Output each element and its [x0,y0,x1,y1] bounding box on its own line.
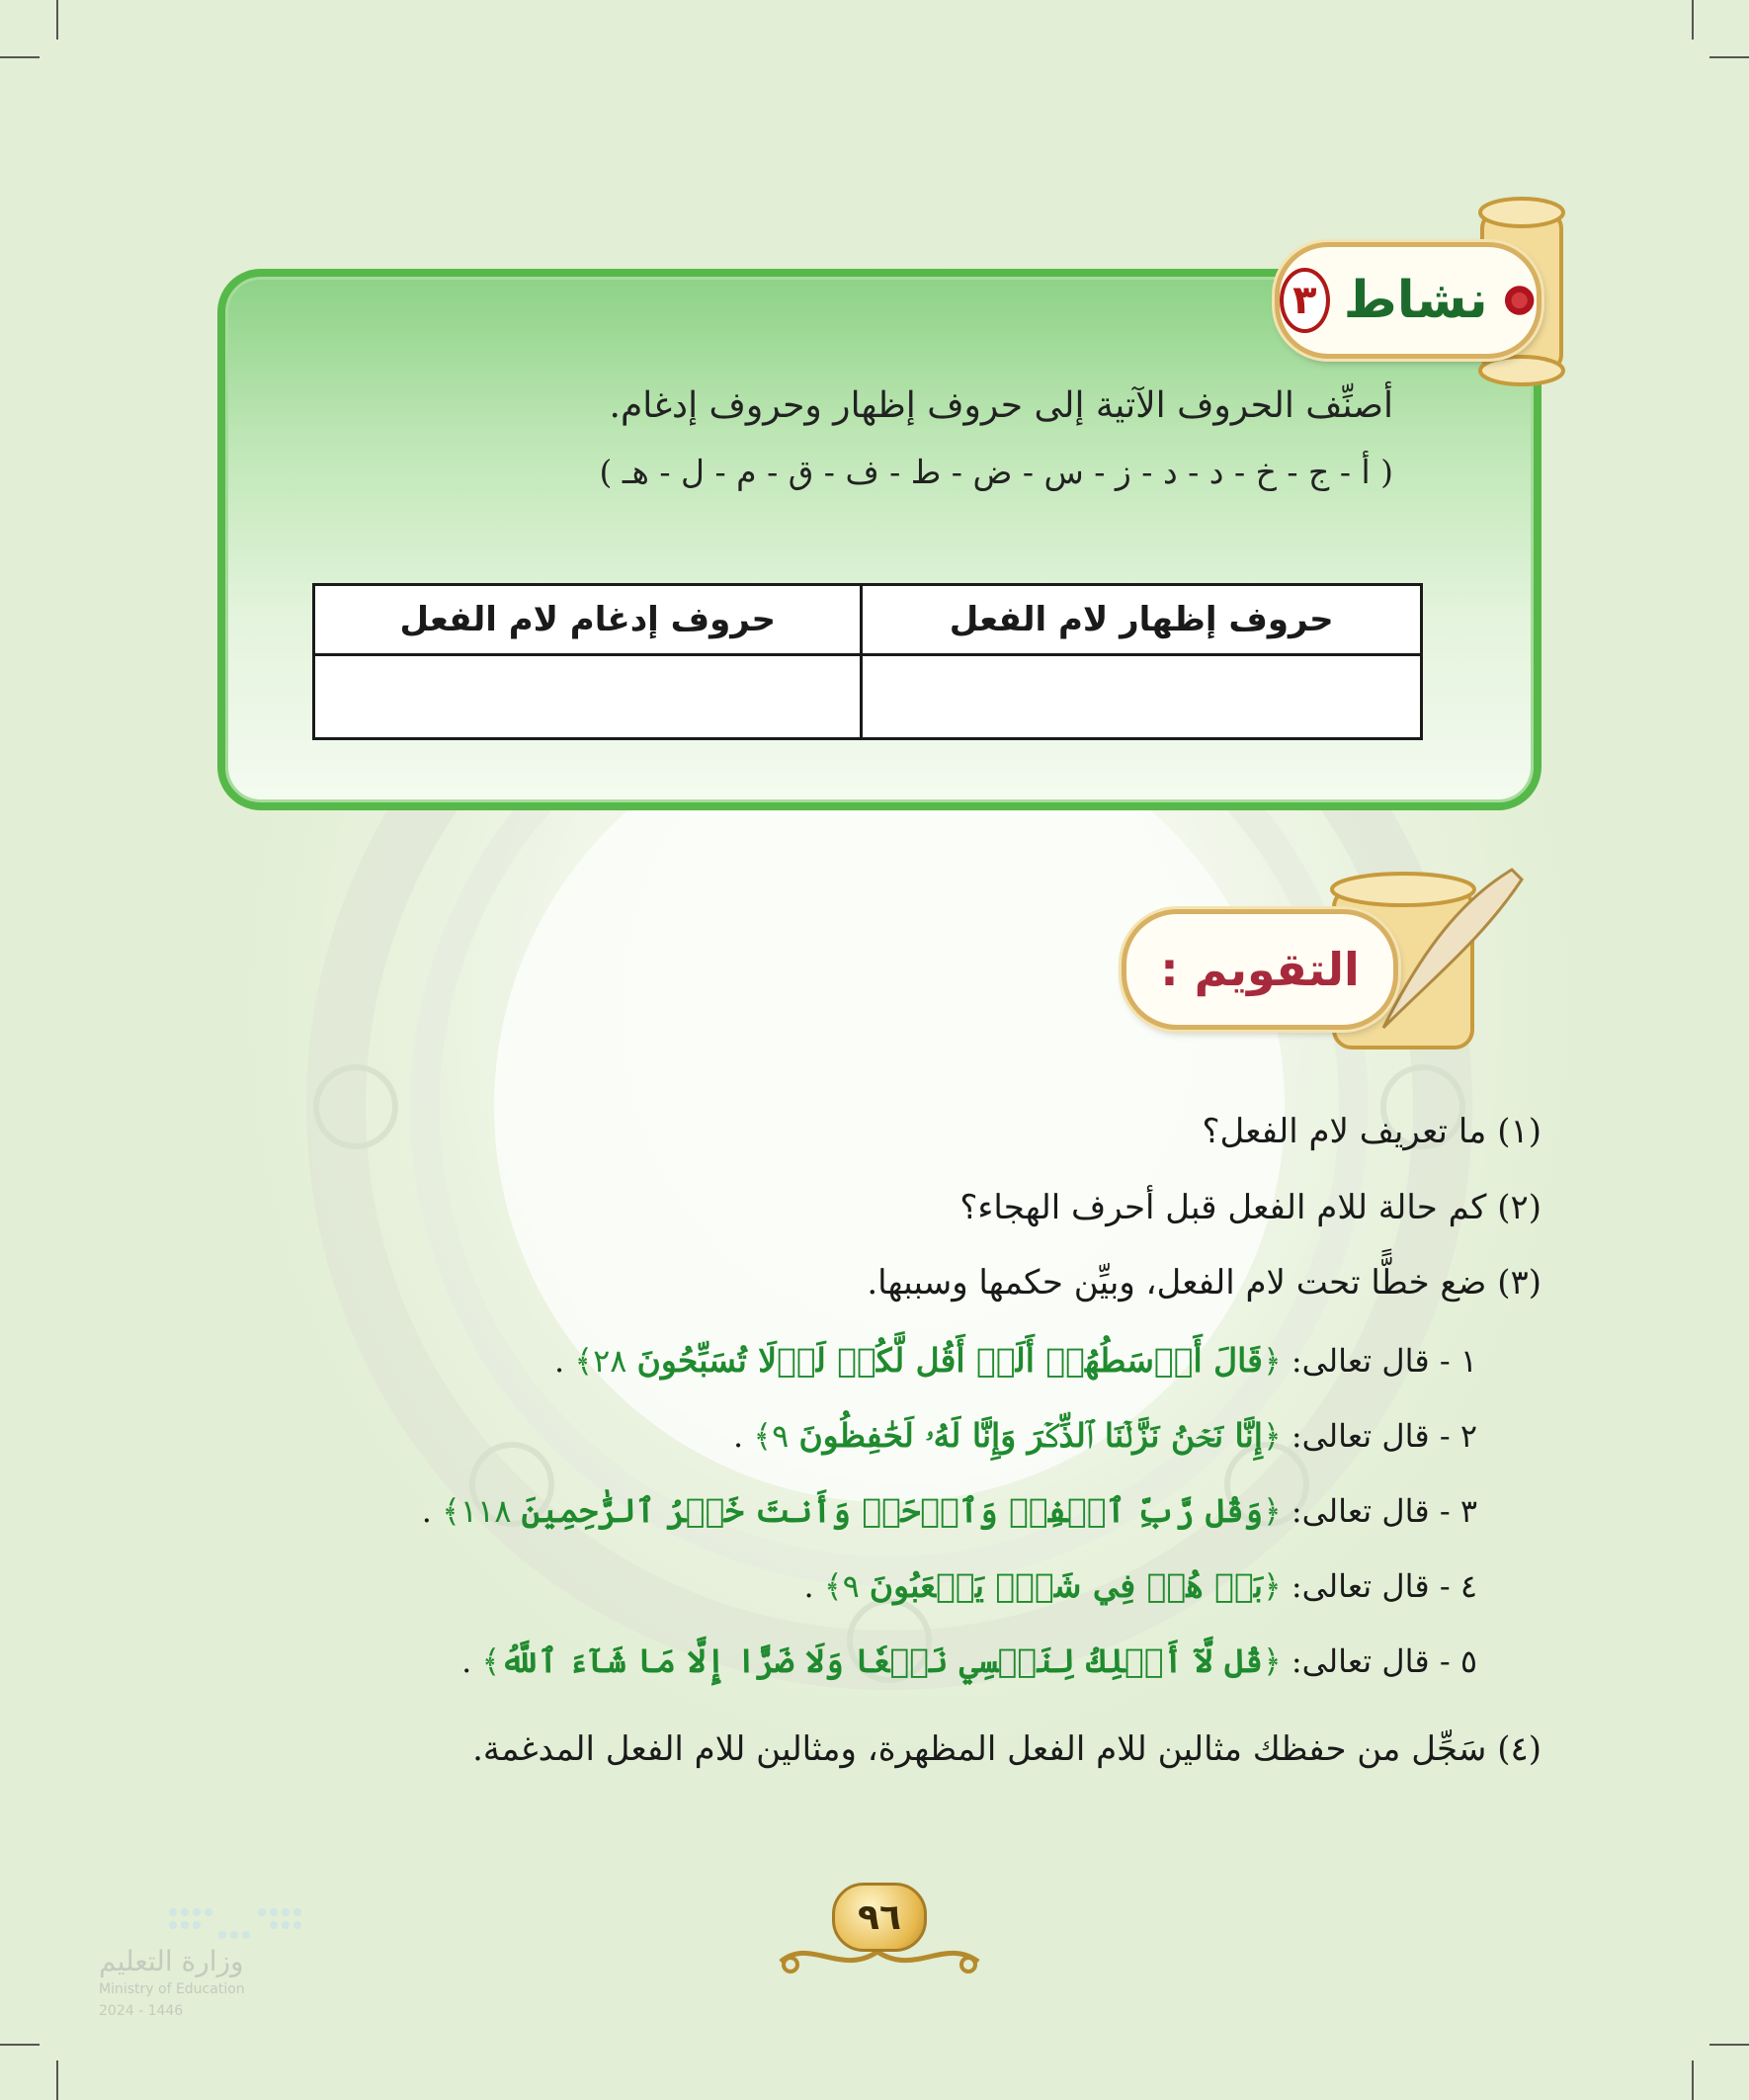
verse-item [554,1341,1477,1380]
crop-mark [56,2060,58,2100]
question-1: (١) ما تعريف لام الفعل؟ [1202,1112,1541,1151]
crop-mark [1709,2044,1749,2046]
ayah-number: ٢٨ [593,1342,627,1380]
verse-open-bracket: ﴿ [1262,1342,1282,1380]
verse-label: ٢ - قال تعالى: [1291,1417,1477,1455]
activity-badge [1275,242,1541,359]
ministry-name-en: Ministry of Education [99,1981,245,1997]
verse-end: . [553,1342,565,1380]
question-4: (٤) سَجِّل من حفظك مثالين للام الفعل المظهرة، ومثالين للام الفعل المدغمة. [472,1729,1541,1769]
evaluation-title: التقويم : [1160,943,1360,996]
page-number: ٩٦ [832,1883,927,1952]
verse-close-bracket: ﴾ [442,1492,460,1530]
verse-close-bracket: ﴾ [574,1342,594,1380]
ayah-number: ١١٨ [459,1492,512,1530]
verse-end: . [461,1642,472,1680]
verse-open-bracket: ﴿ [1262,1492,1282,1530]
verse-close-bracket: ﴾ [753,1417,773,1455]
verse-end: . [732,1417,744,1455]
verse-label: ٥ - قال تعالى: [1291,1642,1477,1680]
ayah-number: ٩ [772,1417,790,1455]
activity-instruction: أصنِّف الحروف الآتية إلى حروف إظهار وحروف إدغام. [609,385,1393,426]
verse-item [733,1416,1477,1456]
question-3: (٣) ضع خطًّا تحت لام الفعل، وبيِّن حكمها وسببها. [867,1263,1541,1302]
verse-item [461,1641,1477,1680]
table-header: حروف إدغام لام الفعل [314,585,862,655]
verse-label: ٣ - قال تعالى: [1291,1492,1477,1530]
crop-mark [1709,56,1749,58]
verse-text: وَقُل رَّبِّ ٱغۡفِرۡ وَٱرۡحَمۡ وَأَنتَ خَيۡرُ ٱلرَّٰحِمِينَ [521,1491,1263,1530]
evaluation-badge [1122,909,1398,1030]
crop-mark [1692,2060,1694,2100]
verse-end: . [421,1492,432,1530]
ministry-name-ar: وزارة التعليم [99,1945,244,1977]
activity-title: نشاط [1343,271,1488,330]
wax-seal-icon [1502,277,1537,324]
ayah-number: ٩ [842,1567,860,1605]
verse-text: بَلۡ هُمۡ فِي شَكّٖ يَلۡعَبُونَ [869,1566,1263,1605]
verse-close-bracket: ﴾ [823,1567,843,1605]
verse-item [803,1566,1477,1605]
crop-mark [0,2044,40,2046]
classification-table [312,583,1423,740]
verse-text: إِنَّا نَحۡنُ نَزَّلۡنَا ٱلذِّكۡرَ وَإِنَّا لَهُۥ لَحَٰفِظُونَ [798,1416,1263,1455]
activity-number: ٣ [1280,268,1330,333]
verse-end: . [803,1567,814,1605]
letters-list: ( أ - ج - خ - د - د - ز - س - ض - ط - ف - ق - م - ل - هـ ) [599,453,1393,491]
verse-label: ٤ - قال تعالى: [1291,1567,1477,1605]
verse-open-bracket: ﴿ [1262,1417,1282,1455]
crop-mark [1692,0,1694,40]
ministry-year: 2024 - 1446 [99,2003,184,2019]
verse-label: ١ - قال تعالى: [1291,1342,1477,1380]
table-header: حروف إظهار لام الفعل [862,585,1422,655]
verse-text: قُل لَّآ أَمۡلِكُ لِنَفۡسِي نَفۡعٗا وَلَا ضَرًّا إِلَّا مَا شَآءَ ٱللَّهُ [500,1641,1263,1680]
table-cell[interactable] [862,655,1422,739]
verse-open-bracket: ﴿ [1262,1567,1282,1605]
crop-mark [0,56,40,58]
verse-open-bracket: ﴿ [1262,1642,1282,1680]
table-cell[interactable] [314,655,862,739]
question-2: (٢) كم حالة للام الفعل قبل أحرف الهجاء؟ [959,1188,1541,1227]
verse-item [422,1491,1477,1530]
page-number-ornament [771,1878,988,1986]
verse-close-bracket: ﴾ [481,1642,501,1680]
verse-text: قَالَ أَوۡسَطُهُمۡ أَلَمۡ أَقُل لَّكُمۡ لَوۡلَا تُسَبِّحُونَ [636,1341,1263,1380]
crop-mark [56,0,58,40]
